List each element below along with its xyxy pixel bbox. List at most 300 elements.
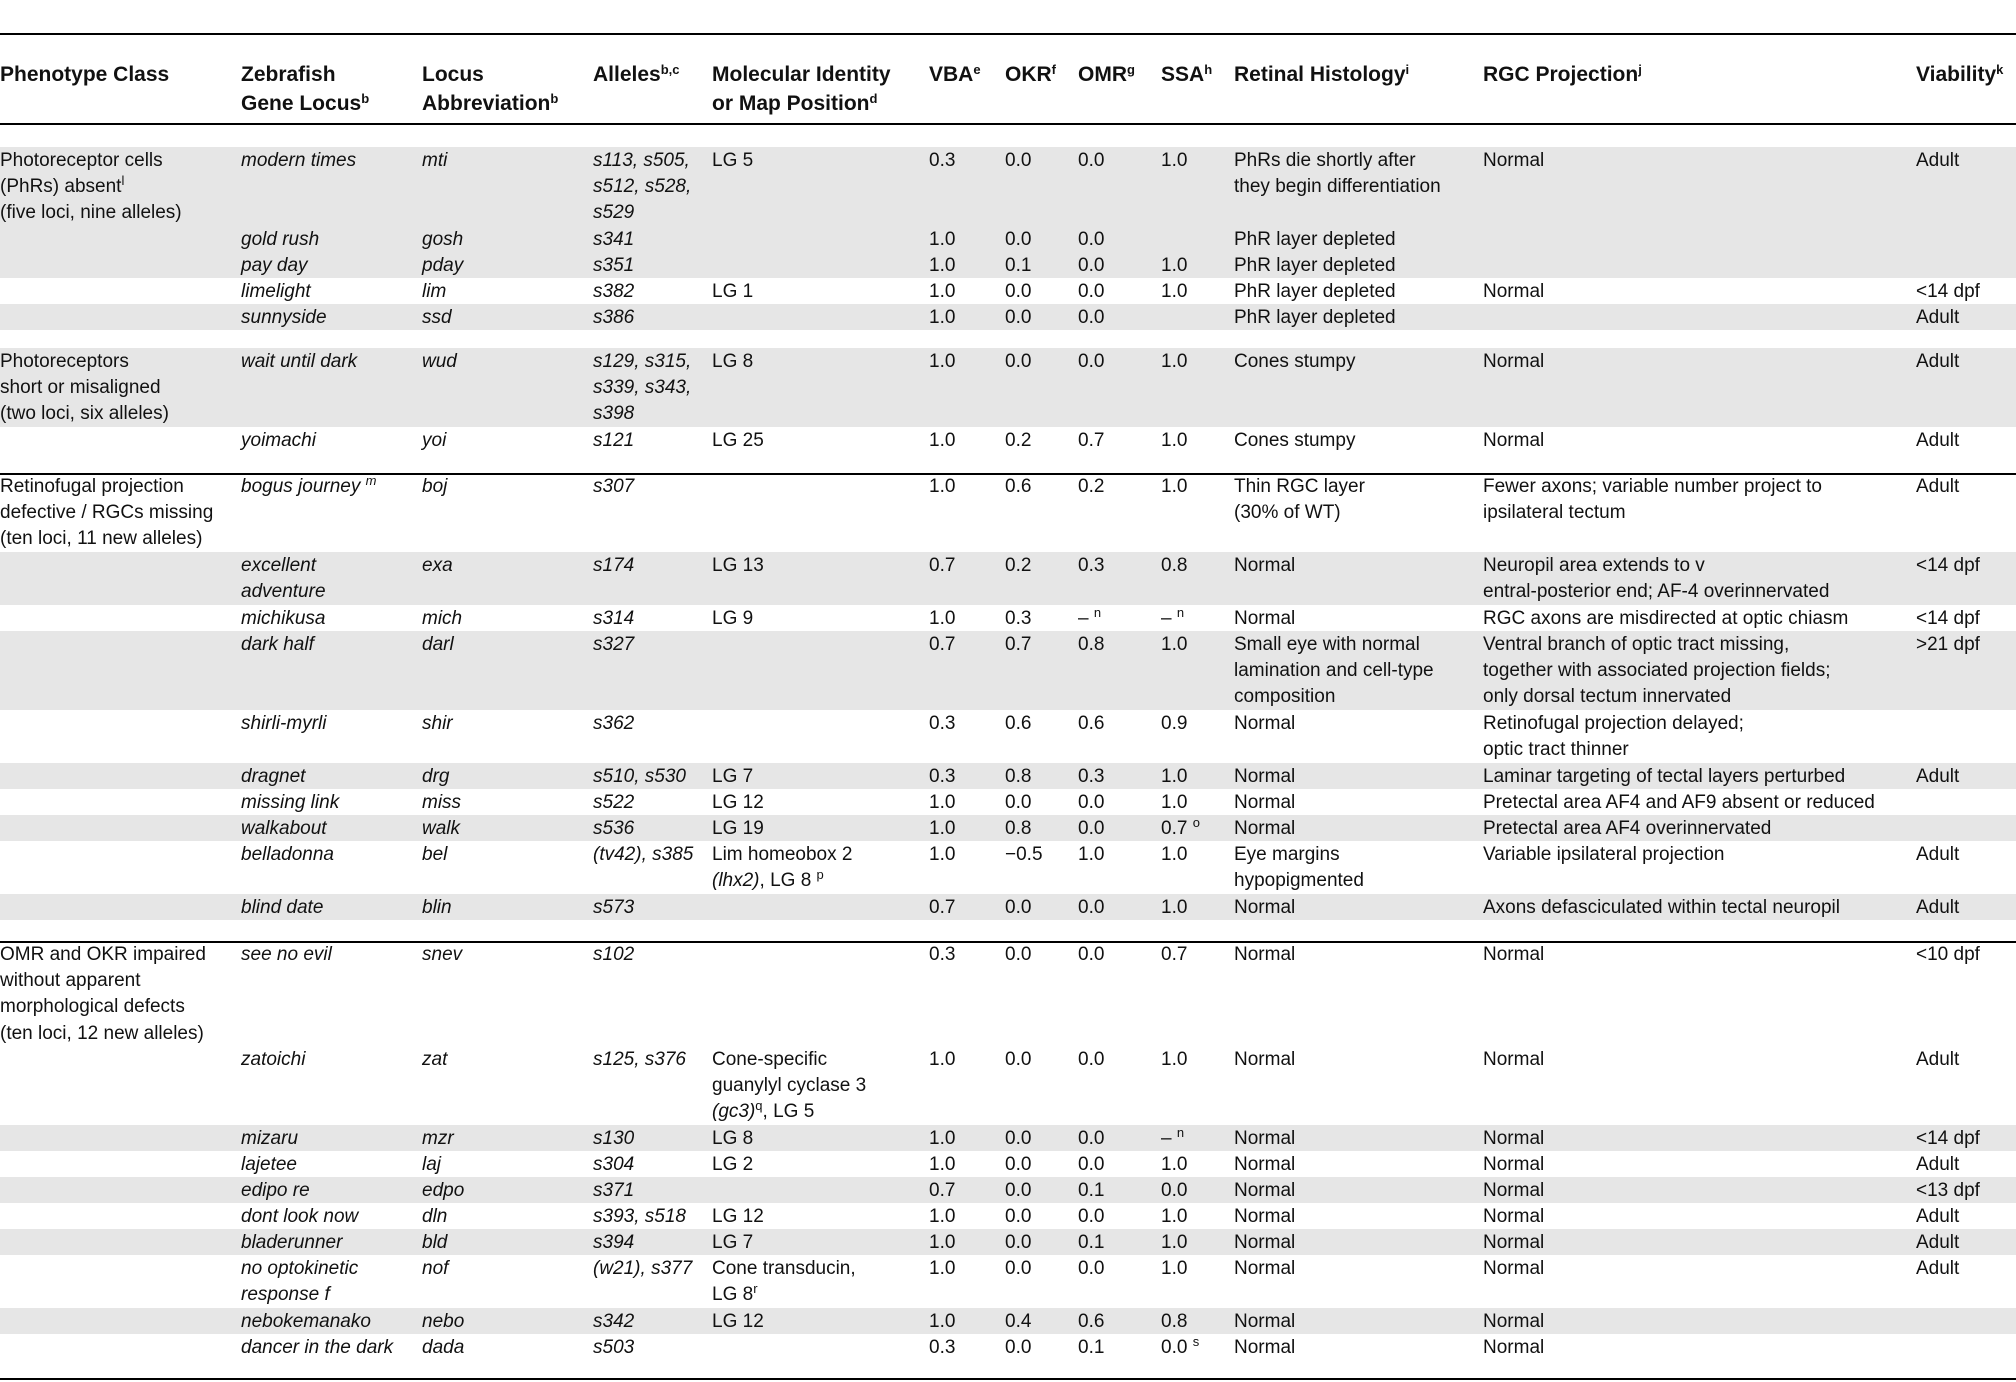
cell-retinal-histology: Normal [1234,1049,1296,1070]
cell-retinal-histology: Normal [1234,766,1296,787]
cell-locus-abbreviation: darl [422,634,454,655]
cell-gene-locus: nebokemanako [241,1311,371,1332]
cell-omr: 0.0 [1078,944,1105,965]
cell-retinal-histology: Cones stumpy [1234,430,1356,451]
cell-locus-abbreviation: wud [422,351,457,372]
table-row [0,427,2016,453]
cell-molecular-identity: Cone transducin, LG 8$^r$ [712,1258,856,1306]
table-row [0,894,2016,920]
cell-rgc-projection: Normal [1483,1337,1545,1358]
cell-rgc-projection: Normal [1483,351,1545,372]
cell-ssa: 1.0 [1161,766,1188,787]
cell-gene-locus: belladonna [241,844,334,865]
cell-omr: 0.3 [1078,555,1105,576]
cell-viability: <13 dpf [1916,1180,1980,1201]
cell-vba: 1.0 [929,476,956,497]
cell-omr: 0.0 [1078,1049,1105,1070]
cell-vba: 1.0 [929,1128,956,1149]
cell-locus-abbreviation: yoi [422,430,447,451]
cell-gene-locus: limelight [241,281,311,302]
cell-alleles: s573 [593,897,635,918]
cell-okr: 0.0 [1005,1232,1032,1253]
cell-ssa: 1.0 [1161,255,1188,276]
cell-rgc-projection: Laminar targeting of tectal layers perturbed [1483,766,1846,787]
table-row [0,789,2016,815]
cell-retinal-histology: PhR layer depleted [1234,255,1396,276]
cell-alleles: s341 [593,229,635,250]
cell-retinal-histology: Normal [1234,1154,1296,1175]
cell-gene-locus: pay day [241,255,308,276]
cell-molecular-identity: LG 5 [712,150,754,171]
table-row [0,304,2016,330]
cell-rgc-projection: Fewer axons; variable number project to ipsilateral tectum [1483,476,1822,524]
cell-okr: 0.7 [1005,634,1032,655]
cell-locus-abbreviation: dln [422,1206,448,1227]
cell-molecular-identity: LG 8 [712,1128,754,1149]
cell-gene-locus: see no evil [241,944,332,965]
cell-ssa: 1.0 [1161,897,1188,918]
cell-alleles: s362 [593,713,635,734]
table-row [0,348,2016,427]
cell-phenotype-class: Photoreceptors short or misaligned (two loci, six alleles) [0,351,169,425]
cell-rgc-projection: RGC axons are misdirected at optic chiasm [1483,608,1849,629]
cell-retinal-histology: Normal [1234,792,1296,813]
cell-locus-abbreviation: laj [422,1154,442,1175]
cell-gene-locus: excellent adventure [241,555,326,603]
table-row [0,1308,2016,1334]
cell-ssa: 0.0 [1161,1180,1188,1201]
cell-gene-locus: dragnet [241,766,306,787]
cell-molecular-identity: LG 2 [712,1154,754,1175]
cell-ssa: 1.0 [1161,792,1188,813]
table-row [0,147,2016,226]
cell-ssa: 1.0 [1161,1232,1188,1253]
cell-alleles: s130 [593,1128,635,1149]
cell-retinal-histology: Normal [1234,713,1296,734]
cell-omr: 0.0 [1078,818,1105,839]
cell-retinal-histology: Normal [1234,1311,1296,1332]
cell-omr: 0.0 [1078,897,1105,918]
cell-omr: – $^n$ [1078,605,1102,629]
cell-omr: 0.0 [1078,1128,1105,1149]
cell-okr: 0.3 [1005,608,1032,629]
cell-retinal-histology: Normal [1234,1206,1296,1227]
cell-alleles: (w21), s377 [593,1258,693,1279]
cell-gene-locus: sunnyside [241,307,327,328]
cell-vba: 1.0 [929,255,956,276]
table-row [0,1334,2016,1360]
cell-viability: Adult [1916,1232,1960,1253]
cell-retinal-histology: PhR layer depleted [1234,281,1396,302]
table-row [0,841,2016,894]
cell-ssa: 1.0 [1161,430,1188,451]
cell-omr: 0.0 [1078,1206,1105,1227]
cell-retinal-histology: Normal [1234,555,1296,576]
column-header-omr: OMR$^g$ [1078,62,1135,86]
cell-locus-abbreviation: mich [422,608,463,629]
cell-vba: 1.0 [929,1232,956,1253]
cell-molecular-identity: LG 25 [712,430,764,451]
cell-viability: Adult [1916,897,1960,918]
table-row [0,1046,2016,1125]
table-row [0,1151,2016,1177]
cell-okr: 0.0 [1005,944,1032,965]
table-row [0,1203,2016,1229]
cell-vba: 0.3 [929,766,956,787]
cell-molecular-identity: LG 12 [712,1311,764,1332]
cell-okr: 0.0 [1005,897,1032,918]
cell-okr: 0.0 [1005,792,1032,813]
cell-locus-abbreviation: miss [422,792,462,813]
cell-viability: Adult [1916,1206,1960,1227]
column-header-alleles: Alleles$^{b,c}$ [593,62,680,86]
cell-omr: 0.6 [1078,713,1105,734]
cell-locus-abbreviation: pday [422,255,464,276]
cell-okr: 0.0 [1005,1337,1032,1358]
cell-omr: 0.0 [1078,351,1105,372]
cell-omr: 0.2 [1078,476,1105,497]
cell-omr: 0.1 [1078,1180,1105,1201]
cell-rgc-projection: Pretectal area AF4 overinnervated [1483,818,1772,839]
cell-viability: <14 dpf [1916,1128,1980,1149]
cell-alleles: s394 [593,1232,635,1253]
cell-okr: 0.6 [1005,713,1032,734]
cell-ssa: 0.8 [1161,1311,1188,1332]
cell-retinal-histology: Cones stumpy [1234,351,1356,372]
cell-vba: 1.0 [929,1258,956,1279]
cell-omr: 0.0 [1078,792,1105,813]
cell-vba: 0.3 [929,713,956,734]
cell-omr: 0.1 [1078,1337,1105,1358]
header-rule [0,123,2016,125]
cell-vba: 0.3 [929,944,956,965]
table-row [0,631,2016,710]
cell-locus-abbreviation: walk [422,818,461,839]
cell-ssa: – $^n$ [1161,605,1185,629]
cell-ssa: 0.9 [1161,713,1188,734]
cell-ssa: – $^n$ [1161,1125,1185,1149]
cell-locus-abbreviation: bel [422,844,448,865]
cell-vba: 0.7 [929,1180,956,1201]
cell-vba: 0.7 [929,897,956,918]
cell-alleles: s393, s518 [593,1206,686,1227]
column-header-molecular-identity: Molecular Identity or Map Position$^d$ [712,63,891,115]
table-row [0,941,2016,1046]
column-header-rgc-projection: RGC Projection$^j$ [1483,62,1642,86]
cell-gene-locus: missing link [241,792,340,813]
cell-molecular-identity: LG 7 [712,766,754,787]
cell-retinal-histology: Normal [1234,1180,1296,1201]
cell-vba: 1.0 [929,818,956,839]
cell-molecular-identity: LG 13 [712,555,764,576]
cell-locus-abbreviation: nebo [422,1311,465,1332]
cell-alleles: s371 [593,1180,635,1201]
cell-viability: <14 dpf [1916,555,1980,576]
cell-omr: 0.0 [1078,255,1105,276]
cell-vba: 1.0 [929,1311,956,1332]
cell-omr: 1.0 [1078,844,1105,865]
cell-vba: 0.7 [929,555,956,576]
cell-gene-locus: michikusa [241,608,326,629]
cell-locus-abbreviation: shir [422,713,453,734]
cell-alleles: s536 [593,818,635,839]
cell-okr: 0.0 [1005,229,1032,250]
cell-okr: 0.0 [1005,1206,1032,1227]
cell-alleles: s121 [593,430,635,451]
cell-locus-abbreviation: blin [422,897,452,918]
cell-viability: Adult [1916,476,1960,497]
cell-rgc-projection: Normal [1483,150,1545,171]
cell-molecular-identity: LG 9 [712,608,754,629]
column-header-vba: VBA$^e$ [929,62,981,86]
cell-retinal-histology: Normal [1234,1232,1296,1253]
cell-alleles: (tv42), s385 [593,844,694,865]
cell-retinal-histology: Normal [1234,1337,1296,1358]
cell-vba: 1.0 [929,229,956,250]
cell-viability: Adult [1916,307,1960,328]
cell-rgc-projection: Ventral branch of optic tract missing, together with associated projection fields; only dorsal tectum innervated [1483,634,1831,708]
cell-okr: 0.0 [1005,307,1032,328]
cell-okr: 0.0 [1005,1154,1032,1175]
column-header-gene-locus: Zebrafish Gene Locus$^b$ [241,63,370,115]
cell-omr: 0.6 [1078,1311,1105,1332]
cell-alleles: s304 [593,1154,635,1175]
cell-rgc-projection: Pretectal area AF4 and AF9 absent or reduced [1483,792,1875,813]
cell-locus-abbreviation: bld [422,1232,448,1253]
column-header-locus-abbreviation: Locus Abbreviation$^b$ [422,63,559,115]
cell-molecular-identity: LG 19 [712,818,764,839]
cell-alleles: s129, s315, s339, s343, s398 [593,351,692,425]
cell-alleles: s307 [593,476,635,497]
cell-vba: 1.0 [929,430,956,451]
table-row [0,1125,2016,1151]
cell-rgc-projection: Normal [1483,1311,1545,1332]
cell-viability: Adult [1916,766,1960,787]
cell-locus-abbreviation: mti [422,150,448,171]
cell-viability: <14 dpf [1916,608,1980,629]
cell-gene-locus: no optokinetic response f [241,1258,359,1306]
cell-molecular-identity: LG 1 [712,281,754,302]
cell-viability: Adult [1916,1258,1960,1279]
table-row [0,710,2016,763]
cell-ssa: 1.0 [1161,1258,1188,1279]
cell-ssa: 1.0 [1161,1154,1188,1175]
cell-viability: Adult [1916,351,1960,372]
cell-locus-abbreviation: exa [422,555,453,576]
cell-vba: 0.3 [929,1337,956,1358]
cell-omr: 0.3 [1078,766,1105,787]
table-row [0,1255,2016,1308]
cell-viability: Adult [1916,430,1960,451]
cell-okr: 0.1 [1005,255,1032,276]
cell-alleles: s510, s530 [593,766,686,787]
cell-retinal-histology: PhR layer depleted [1234,229,1396,250]
cell-viability: <10 dpf [1916,944,1980,965]
cell-alleles: s174 [593,555,635,576]
cell-locus-abbreviation: gosh [422,229,464,250]
cell-rgc-projection: Normal [1483,1232,1545,1253]
table-row [0,473,2016,552]
column-header-ssa: SSA$^h$ [1161,62,1213,86]
cell-vba: 1.0 [929,1154,956,1175]
cell-molecular-identity: LG 7 [712,1232,754,1253]
cell-locus-abbreviation: edpo [422,1180,465,1201]
cell-okr: 0.0 [1005,351,1032,372]
cell-alleles: s125, s376 [593,1049,686,1070]
cell-alleles: s351 [593,255,635,276]
cell-locus-abbreviation: dada [422,1337,465,1358]
cell-alleles: s342 [593,1311,635,1332]
cell-okr: 0.0 [1005,1180,1032,1201]
cell-retinal-histology: Normal [1234,944,1296,965]
cell-retinal-histology: Normal [1234,1258,1296,1279]
cell-gene-locus: zatoichi [241,1049,306,1070]
cell-rgc-projection: Normal [1483,1180,1545,1201]
cell-retinal-histology: Normal [1234,608,1296,629]
cell-locus-abbreviation: ssd [422,307,452,328]
cell-locus-abbreviation: mzr [422,1128,454,1149]
cell-gene-locus: bogus journey $^m$ [241,473,377,497]
cell-vba: 1.0 [929,608,956,629]
cell-rgc-projection: Normal [1483,1154,1545,1175]
cell-viability: >21 dpf [1916,634,1980,655]
cell-gene-locus: yoimachi [241,430,316,451]
cell-ssa: 1.0 [1161,281,1188,302]
cell-gene-locus: edipo re [241,1180,310,1201]
cell-locus-abbreviation: zat [422,1049,448,1070]
cell-ssa: 1.0 [1161,351,1188,372]
cell-rgc-projection: Retinofugal projection delayed; optic tract thinner [1483,713,1744,761]
cell-alleles: s382 [593,281,635,302]
cell-vba: 1.0 [929,351,956,372]
cell-rgc-projection: Normal [1483,1258,1545,1279]
cell-retinal-histology: PhR layer depleted [1234,307,1396,328]
cell-vba: 0.7 [929,634,956,655]
cell-vba: 1.0 [929,307,956,328]
cell-okr: 0.0 [1005,1049,1032,1070]
cell-molecular-identity: LG 12 [712,792,764,813]
cell-okr: 0.8 [1005,766,1032,787]
cell-okr: 0.2 [1005,555,1032,576]
cell-okr: 0.4 [1005,1311,1032,1332]
table-row [0,252,2016,278]
cell-phenotype-class: Retinofugal projection defective / RGCs missing (ten loci, 11 new alleles) [0,476,214,550]
cell-omr: 0.7 [1078,430,1105,451]
cell-omr: 0.0 [1078,150,1105,171]
cell-gene-locus: wait until dark [241,351,358,372]
cell-ssa: 1.0 [1161,476,1188,497]
cell-rgc-projection: Normal [1483,944,1545,965]
table-row [0,226,2016,252]
cell-retinal-histology: Eye margins hypopigmented [1234,844,1364,892]
cell-rgc-projection: Neuropil area extends to v entral-posterior end; AF-4 overinnervated [1483,555,1830,603]
cell-alleles: s386 [593,307,635,328]
cell-alleles: s314 [593,608,635,629]
cell-rgc-projection: Normal [1483,430,1545,451]
cell-phenotype-class: OMR and OKR impaired without apparent morphological defects (ten loci, 12 new alleles) [0,944,206,1044]
column-header-phenotype-class: Phenotype Class [0,63,170,86]
cell-retinal-histology: Normal [1234,818,1296,839]
cell-omr: 0.0 [1078,1258,1105,1279]
cell-vba: 1.0 [929,281,956,302]
top-rule [0,33,2016,35]
cell-viability: <14 dpf [1916,281,1980,302]
cell-gene-locus: dont look now [241,1206,359,1227]
cell-molecular-identity: LG 8 [712,351,754,372]
cell-okr: 0.0 [1005,1258,1032,1279]
table-row [0,1177,2016,1203]
table-row [0,278,2016,304]
cell-alleles: s327 [593,634,635,655]
cell-gene-locus: bladerunner [241,1232,343,1253]
cell-ssa: 1.0 [1161,150,1188,171]
cell-okr: 0.2 [1005,430,1032,451]
cell-molecular-identity: LG 12 [712,1206,764,1227]
column-header-retinal-histology: Retinal Histology$^i$ [1234,62,1410,86]
cell-locus-abbreviation: lim [422,281,447,302]
cell-omr: 0.0 [1078,281,1105,302]
cell-gene-locus: shirli-myrli [241,713,327,734]
cell-omr: 0.0 [1078,307,1105,328]
cell-omr: 0.1 [1078,1232,1105,1253]
cell-ssa: 1.0 [1161,634,1188,655]
cell-locus-abbreviation: snev [422,944,463,965]
cell-okr: 0.0 [1005,150,1032,171]
cell-locus-abbreviation: nof [422,1258,449,1279]
table-row [0,763,2016,789]
cell-rgc-projection: Axons defasciculated within tectal neuropil [1483,897,1840,918]
cell-gene-locus: dark half [241,634,314,655]
column-header-viability: Viability$^k$ [1916,62,2004,86]
cell-gene-locus: mizaru [241,1128,299,1149]
cell-ssa: 0.7 [1161,944,1188,965]
cell-locus-abbreviation: boj [422,476,448,497]
cell-gene-locus: blind date [241,897,324,918]
cell-retinal-histology: PhRs die shortly after they begin differentiation [1234,150,1441,198]
cell-molecular-identity: Lim homeobox 2 (lhx2), LG 8 $^p$ [712,844,853,892]
cell-ssa: 0.0 $^s$ [1161,1334,1200,1358]
cell-viability: Adult [1916,1154,1960,1175]
cell-gene-locus: lajetee [241,1154,297,1175]
cell-omr: 0.0 [1078,229,1105,250]
cell-okr: 0.0 [1005,281,1032,302]
cell-retinal-histology: Thin RGC layer (30% of WT) [1234,476,1365,524]
cell-omr: 0.8 [1078,634,1105,655]
table-row [0,605,2016,631]
cell-viability: Adult [1916,1049,1960,1070]
cell-rgc-projection: Normal [1483,1049,1545,1070]
cell-vba: 1.0 [929,1049,956,1070]
cell-retinal-histology: Normal [1234,1128,1296,1149]
column-header-okr: OKR$^f$ [1005,62,1057,86]
cell-gene-locus: dancer in the dark [241,1337,394,1358]
cell-ssa: 0.7 $^o$ [1161,815,1200,839]
cell-rgc-projection: Variable ipsilateral projection [1483,844,1725,865]
cell-rgc-projection: Normal [1483,1128,1545,1149]
cell-alleles: s102 [593,944,635,965]
cell-ssa: 1.0 [1161,1049,1188,1070]
cell-okr: 0.6 [1005,476,1032,497]
cell-retinal-histology: Normal [1234,897,1296,918]
cell-viability: Adult [1916,844,1960,865]
cell-retinal-histology: Small eye with normal lamination and cell-type composition [1234,634,1434,708]
cell-gene-locus: gold rush [241,229,320,250]
cell-phenotype-class: Photoreceptor cells (PhRs) absent$^l$ (five loci, nine alleles) [0,150,182,224]
cell-ssa: 0.8 [1161,555,1188,576]
table-row [0,552,2016,605]
cell-okr: −0.5 [1005,844,1043,865]
cell-rgc-projection: Normal [1483,1206,1545,1227]
